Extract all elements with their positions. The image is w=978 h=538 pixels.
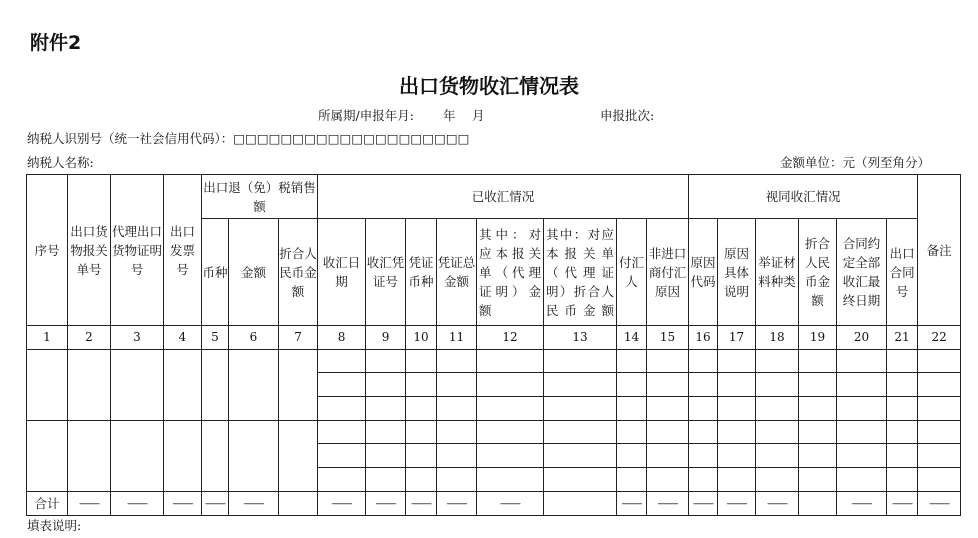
header-agency-cert-no: 代理出口货物证明号 bbox=[111, 175, 164, 326]
header-group-received: 已收汇情况 bbox=[318, 175, 689, 219]
data-cell[interactable] bbox=[318, 421, 366, 444]
data-cell[interactable] bbox=[229, 350, 279, 421]
data-cell[interactable] bbox=[544, 468, 617, 492]
header-rmb-amount: 折合人民币金额 bbox=[279, 219, 318, 326]
data-cell[interactable] bbox=[887, 468, 918, 492]
data-cell[interactable] bbox=[718, 397, 756, 421]
data-cell[interactable] bbox=[318, 350, 366, 373]
data-cell[interactable] bbox=[164, 421, 202, 492]
col-number: 7 bbox=[279, 326, 318, 350]
total-dash: —— bbox=[756, 492, 799, 516]
data-cell[interactable] bbox=[544, 373, 617, 397]
period-label: 所属期/申报年月: bbox=[318, 108, 414, 123]
data-cell[interactable] bbox=[837, 421, 887, 444]
data-cell[interactable] bbox=[689, 421, 718, 444]
total-dash: —— bbox=[111, 492, 164, 516]
col-number: 21 bbox=[887, 326, 918, 350]
data-cell[interactable] bbox=[164, 350, 202, 421]
data-cell[interactable] bbox=[918, 350, 961, 373]
data-cell[interactable] bbox=[318, 468, 366, 492]
total-cell[interactable] bbox=[544, 492, 617, 516]
data-cell[interactable] bbox=[756, 397, 799, 421]
total-dash: —— bbox=[366, 492, 406, 516]
header-receipt-voucher-no: 收汇凭证号 bbox=[366, 219, 406, 326]
data-cell[interactable] bbox=[718, 468, 756, 492]
col-number: 18 bbox=[756, 326, 799, 350]
data-cell[interactable] bbox=[477, 421, 544, 444]
header-deemed-rmb: 折合人民币金额 bbox=[799, 219, 837, 326]
data-cell[interactable] bbox=[756, 421, 799, 444]
col-number: 16 bbox=[689, 326, 718, 350]
data-cell[interactable] bbox=[318, 373, 366, 397]
header-receipt-date: 收汇日期 bbox=[318, 219, 366, 326]
data-cell[interactable] bbox=[111, 421, 164, 492]
header-contract-final-date: 合同约定全部收汇最终日期 bbox=[837, 219, 887, 326]
data-cell[interactable] bbox=[406, 350, 437, 373]
data-cell[interactable] bbox=[477, 397, 544, 421]
total-dash: —— bbox=[406, 492, 437, 516]
data-cell[interactable] bbox=[437, 421, 477, 444]
data-cell[interactable] bbox=[477, 350, 544, 373]
data-cell[interactable] bbox=[27, 350, 68, 421]
col-number: 22 bbox=[918, 326, 961, 350]
data-cell[interactable] bbox=[617, 350, 647, 373]
data-cell[interactable] bbox=[27, 421, 68, 492]
data-cell[interactable] bbox=[837, 444, 887, 468]
total-label: 合计 bbox=[27, 492, 68, 516]
data-cell[interactable] bbox=[366, 397, 406, 421]
data-cell[interactable] bbox=[202, 421, 229, 492]
data-cell[interactable] bbox=[837, 468, 887, 492]
data-cell[interactable] bbox=[799, 350, 837, 373]
data-cell[interactable] bbox=[647, 397, 689, 421]
period-month-char: 月 bbox=[472, 108, 485, 123]
total-dash: —— bbox=[164, 492, 202, 516]
total-dash: —— bbox=[718, 492, 756, 516]
header-amount: 金额 bbox=[229, 219, 279, 326]
header-payer: 付汇人 bbox=[617, 219, 647, 326]
data-cell[interactable] bbox=[718, 421, 756, 444]
total-dash: —— bbox=[689, 492, 718, 516]
data-cell[interactable] bbox=[366, 444, 406, 468]
data-cell[interactable] bbox=[647, 468, 689, 492]
header-voucher-total: 凭证总金额 bbox=[437, 219, 477, 326]
data-cell[interactable] bbox=[799, 373, 837, 397]
col-number: 12 bbox=[477, 326, 544, 350]
col-number: 6 bbox=[229, 326, 279, 350]
header-currency: 币种 bbox=[202, 219, 229, 326]
data-cell[interactable] bbox=[689, 444, 718, 468]
total-cell[interactable] bbox=[279, 492, 318, 516]
data-cell[interactable] bbox=[318, 397, 366, 421]
col-number: 19 bbox=[799, 326, 837, 350]
data-cell[interactable] bbox=[918, 373, 961, 397]
data-cell[interactable] bbox=[718, 350, 756, 373]
header-group-export-sales: 出口退（免）税销售额 bbox=[202, 175, 318, 219]
amount-unit-label: 金额单位：元（列至角分） bbox=[780, 155, 931, 170]
header-customs-no: 出口货物报关单号 bbox=[68, 175, 111, 326]
total-cell[interactable] bbox=[799, 492, 837, 516]
header-reason-detail: 原因具体说明 bbox=[718, 219, 756, 326]
header-corresponding-rmb: 其中：对应本报关单（代理证明）折合人民币金额 bbox=[544, 219, 617, 326]
total-dash: —— bbox=[318, 492, 366, 516]
col-number: 5 bbox=[202, 326, 229, 350]
data-cell[interactable] bbox=[406, 421, 437, 444]
data-cell[interactable] bbox=[756, 468, 799, 492]
data-cell[interactable] bbox=[406, 444, 437, 468]
taxpayer-name-label: 纳税人名称: bbox=[27, 155, 94, 170]
data-cell[interactable] bbox=[887, 444, 918, 468]
data-cell[interactable] bbox=[617, 468, 647, 492]
total-dash: —— bbox=[202, 492, 229, 516]
col-number: 10 bbox=[406, 326, 437, 350]
data-cell[interactable] bbox=[318, 444, 366, 468]
col-number: 8 bbox=[318, 326, 366, 350]
data-cell[interactable] bbox=[887, 350, 918, 373]
header-voucher-currency: 凭证币种 bbox=[406, 219, 437, 326]
attachment-label: 附件2 bbox=[30, 32, 82, 54]
data-cell[interactable] bbox=[918, 421, 961, 444]
data-cell[interactable] bbox=[799, 397, 837, 421]
col-number: 2 bbox=[68, 326, 111, 350]
data-cell[interactable] bbox=[544, 444, 617, 468]
data-cell[interactable] bbox=[837, 373, 887, 397]
data-cell[interactable] bbox=[837, 397, 887, 421]
data-cell[interactable] bbox=[477, 373, 544, 397]
data-cell[interactable] bbox=[406, 397, 437, 421]
header-evidence-type: 举证材料种类 bbox=[756, 219, 799, 326]
header-non-importer-reason: 非进口商付汇原因 bbox=[647, 219, 689, 326]
data-cell[interactable] bbox=[887, 397, 918, 421]
form-title: 出口货物收汇情况表 bbox=[399, 74, 579, 98]
data-cell[interactable] bbox=[477, 444, 544, 468]
period-year-char: 年 bbox=[443, 108, 456, 123]
col-number: 14 bbox=[617, 326, 647, 350]
data-cell[interactable] bbox=[68, 421, 111, 492]
data-cell[interactable] bbox=[544, 350, 617, 373]
taxpayer-id-line: 纳税人识别号（统一社会信用代码）：□□□□□□□□□□□□□□□□□□□□ bbox=[27, 131, 470, 146]
data-cell[interactable] bbox=[229, 421, 279, 492]
data-cell[interactable] bbox=[918, 397, 961, 421]
data-cell[interactable] bbox=[279, 421, 318, 492]
data-cell[interactable] bbox=[544, 397, 617, 421]
total-dash: —— bbox=[837, 492, 887, 516]
header-remarks: 备注 bbox=[918, 175, 961, 326]
data-cell[interactable] bbox=[647, 350, 689, 373]
notes-label: 填表说明: bbox=[27, 518, 82, 533]
data-cell[interactable] bbox=[437, 350, 477, 373]
header-reason-code: 原因代码 bbox=[689, 219, 718, 326]
data-cell[interactable] bbox=[756, 444, 799, 468]
header-contract-no: 出口合同号 bbox=[887, 219, 918, 326]
data-cell[interactable] bbox=[918, 444, 961, 468]
total-dash: —— bbox=[68, 492, 111, 516]
batch-label: 申报批次: bbox=[600, 108, 655, 123]
data-cell[interactable] bbox=[366, 421, 406, 444]
header-corresponding-amount: 其中：对应本报关单（代理证明）金额 bbox=[477, 219, 544, 326]
data-cell[interactable] bbox=[689, 350, 718, 373]
data-cell[interactable] bbox=[647, 373, 689, 397]
data-cell[interactable] bbox=[756, 373, 799, 397]
data-cell[interactable] bbox=[887, 373, 918, 397]
data-cell[interactable] bbox=[887, 421, 918, 444]
data-cell[interactable] bbox=[437, 468, 477, 492]
data-cell[interactable] bbox=[689, 397, 718, 421]
data-cell[interactable] bbox=[279, 350, 318, 421]
col-number: 3 bbox=[111, 326, 164, 350]
data-cell[interactable] bbox=[366, 468, 406, 492]
data-cell[interactable] bbox=[437, 373, 477, 397]
data-cell[interactable] bbox=[617, 421, 647, 444]
data-cell[interactable] bbox=[617, 373, 647, 397]
col-number: 17 bbox=[718, 326, 756, 350]
data-cell[interactable] bbox=[202, 350, 229, 421]
col-number: 11 bbox=[437, 326, 477, 350]
data-cell[interactable] bbox=[799, 421, 837, 444]
data-cell[interactable] bbox=[437, 444, 477, 468]
data-cell[interactable] bbox=[111, 350, 164, 421]
total-dash: —— bbox=[229, 492, 279, 516]
data-cell[interactable] bbox=[718, 444, 756, 468]
data-cell[interactable] bbox=[477, 468, 544, 492]
header-invoice-no: 出口发票号 bbox=[164, 175, 202, 326]
total-dash: —— bbox=[647, 492, 689, 516]
data-cell[interactable] bbox=[718, 373, 756, 397]
total-dash: —— bbox=[617, 492, 647, 516]
total-dash: —— bbox=[887, 492, 918, 516]
col-number: 9 bbox=[366, 326, 406, 350]
col-number: 13 bbox=[544, 326, 617, 350]
col-number: 1 bbox=[27, 326, 68, 350]
data-cell[interactable] bbox=[406, 373, 437, 397]
header-group-deemed: 视同收汇情况 bbox=[689, 175, 918, 219]
data-cell[interactable] bbox=[689, 468, 718, 492]
data-cell[interactable] bbox=[544, 421, 617, 444]
data-cell[interactable] bbox=[617, 397, 647, 421]
data-cell[interactable] bbox=[837, 350, 887, 373]
data-cell[interactable] bbox=[689, 373, 718, 397]
data-cell[interactable] bbox=[437, 397, 477, 421]
data-cell[interactable] bbox=[366, 350, 406, 373]
data-cell[interactable] bbox=[918, 468, 961, 492]
col-number: 4 bbox=[164, 326, 202, 350]
data-cell[interactable] bbox=[366, 373, 406, 397]
total-dash: —— bbox=[437, 492, 477, 516]
data-cell[interactable] bbox=[647, 421, 689, 444]
data-cell[interactable] bbox=[406, 468, 437, 492]
export-receipt-table bbox=[26, 174, 961, 516]
data-cell[interactable] bbox=[799, 468, 837, 492]
data-cell[interactable] bbox=[756, 350, 799, 373]
data-cell[interactable] bbox=[799, 444, 837, 468]
data-cell[interactable] bbox=[617, 444, 647, 468]
data-cell[interactable] bbox=[647, 444, 689, 468]
header-serial: 序号 bbox=[27, 175, 68, 326]
col-number: 15 bbox=[647, 326, 689, 350]
col-number: 20 bbox=[837, 326, 887, 350]
total-dash: —— bbox=[477, 492, 544, 516]
total-dash: —— bbox=[918, 492, 961, 516]
data-cell[interactable] bbox=[68, 350, 111, 421]
